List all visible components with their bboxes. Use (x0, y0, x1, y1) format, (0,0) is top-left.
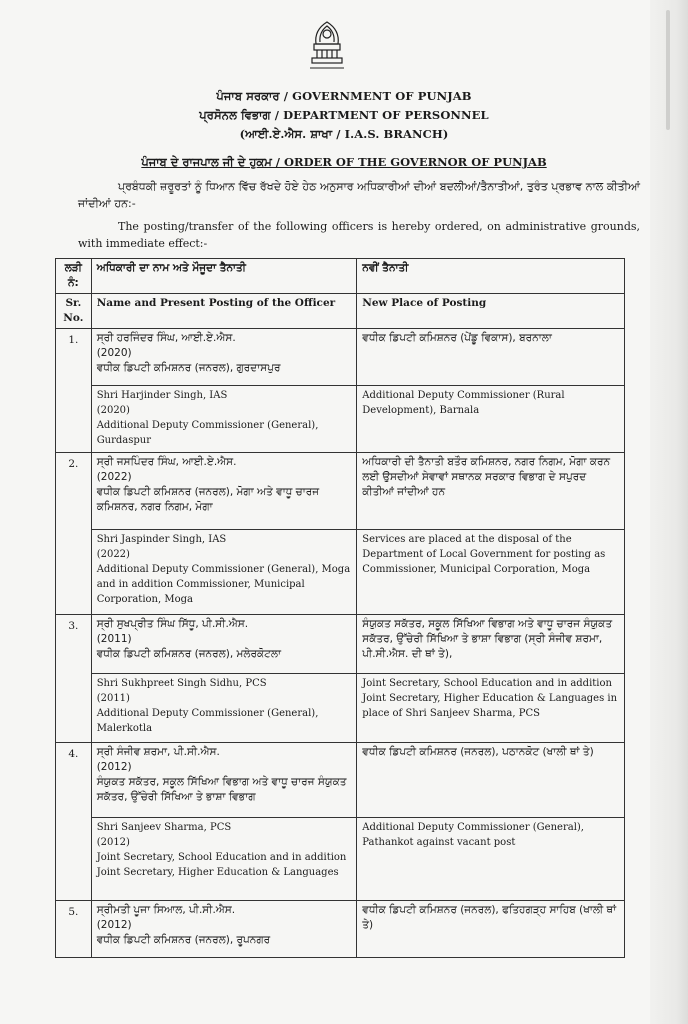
table-row (56, 818, 625, 901)
new-posting-en: Services are placed at the disposal of the Department of Local Government for posting as Commissioner, Municipal Corporation, Moga (357, 530, 625, 615)
order-title: ਪੰਜਾਬ ਦੇ ਰਾਜਪਾਲ ਜੀ ਦੇ ਹੁਕਮ / ORDER OF THE GOVERNOR OF PUNJAB (141, 155, 547, 169)
officer-name-en: Shri Jaspinder Singh, IAS (96, 534, 227, 545)
officer-batch-pa: (2012) (96, 919, 132, 931)
new-posting-en: Joint Secretary, School Education and in addition Joint Secretary, Higher Education & Languages in place of Shri Sanjeev Sharma, PCS (357, 674, 625, 743)
officer-posting-en: Additional Deputy Commissioner (General), Malerkotla (96, 708, 319, 734)
officer-name-pa: ਸ੍ਰੀ ਸੁਖਪ੍ਰੀਤ ਸਿੰਘ ਸਿੱਧੂ, ਪੀ.ਸੀ.ਐਸ. (96, 618, 249, 630)
officer-punjabi (91, 329, 357, 386)
officer-posting-en: Additional Deputy Commissioner (General), Moga and in addition Commissioner, Municipal Corporation, Moga (96, 564, 351, 605)
intro-english: The posting/transfer of the following officers is hereby ordered, on administrative grounds, with immediate effect:- (78, 220, 640, 250)
officer-punjabi (91, 901, 357, 958)
officer-english (91, 818, 357, 901)
officer-batch-en: (2020) (96, 405, 130, 416)
header-branch: (ਆਈ.ਏ.ਐਸ. ਸ਼ਾਖਾ / I.A.S. BRANCH) (239, 127, 449, 141)
header-sr-en: Sr. No. (56, 294, 92, 329)
table-row (56, 674, 625, 743)
officer-name-en: Shri Sanjeev Sharma, PCS (96, 822, 232, 833)
sr-no: 3. (56, 615, 92, 743)
header-new-posting-en: New Place of Posting (357, 294, 625, 329)
header-officer-en: Name and Present Posting of the Officer (91, 294, 357, 329)
table-row (56, 901, 625, 958)
table-row (56, 453, 625, 530)
page-edge-shadow (650, 0, 688, 1024)
intro-punjabi: ਪ੍ਰਬੰਧਕੀ ਜ਼ਰੂਰਤਾਂ ਨੂੰ ਧਿਆਨ ਵਿੱਚ ਰੱਖਦੇ ਹੋਏ ਹੇਠ ਅਨੁਸਾਰ ਅਧਿਕਾਰੀਆਂ ਦੀਆਂ ਬਦਲੀਆਂ/ਤੈਨਾਤੀਆਂ, ਤੁਰੰਤ ਪ੍ਰਭਾਵ ਨਾਲ ਕੀਤੀਆਂ ਜਾਂਦੀਆਂ ਹਨ:- (78, 180, 640, 210)
officer-english (91, 674, 357, 743)
officer-english (91, 530, 357, 615)
officer-batch-en: (2011) (96, 693, 130, 704)
sr-no: 4. (56, 743, 92, 901)
new-posting-pa: ਸੰਯੁਕਤ ਸਕੱਤਰ, ਸਕੂਲ ਸਿੱਖਿਆ ਵਿਭਾਗ ਅਤੇ ਵਾਧੂ ਚਾਰਜ ਸੰਯੁਕਤ ਸਕੱਤਰ, ਉੱਚੇਰੀ ਸਿੱਖਿਆ ਤੇ ਭਾਸ਼ਾ ਵਿਭਾਗ (ਸ੍ਰੀ ਸੰਜੀਵ ਸ਼ਰਮਾ, ਪੀ.ਸੀ.ਐਸ. ਦੀ ਥਾਂ ਤੇ), (357, 615, 625, 674)
table-header-punjabi (56, 259, 625, 294)
sr-no: 2. (56, 453, 92, 615)
scroll-indicator (666, 10, 670, 130)
officer-batch-pa: (2011) (96, 633, 132, 645)
officer-punjabi (91, 743, 357, 818)
officer-name-pa: ਸ੍ਰੀ ਸੰਜੀਵ ਸ਼ਰਮਾ, ਪੀ.ਸੀ.ਐਸ. (96, 746, 220, 758)
officer-batch-en: (2012) (96, 837, 130, 848)
officer-name-pa: ਸ੍ਰੀ ਹਰਜਿੰਦਰ ਸਿੰਘ, ਆਈ.ਏ.ਐਸ. (96, 332, 236, 344)
officer-name-en: Shri Harjinder Singh, IAS (96, 390, 228, 401)
officer-batch-pa: (2020) (96, 347, 132, 359)
header-government: ਪੰਜਾਬ ਸਰਕਾਰ / GOVERNMENT OF PUNJAB (216, 89, 472, 103)
officer-english (91, 386, 357, 453)
table-row (56, 386, 625, 453)
header-new-posting-pa: ਨਵੀਂ ਤੈਨਾਤੀ (357, 259, 625, 294)
table-row (56, 530, 625, 615)
postings-table (55, 258, 625, 958)
new-posting-en: Additional Deputy Commissioner (Rural Development), Barnala (357, 386, 625, 453)
header-department: ਪ੍ਰਸੋਨਲ ਵਿਭਾਗ / DEPARTMENT OF PERSONNEL (199, 108, 489, 122)
table-row (56, 615, 625, 674)
officer-name-pa: ਸ੍ਰੀਮਤੀ ਪੂਜਾ ਸਿਆਲ, ਪੀ.ਸੀ.ਐਸ. (96, 904, 236, 916)
officer-posting-pa: ਵਧੀਕ ਡਿਪਟੀ ਕਮਿਸ਼ਨਰ (ਜਨਰਲ), ਗੁਰਦਾਸਪੁਰ (96, 362, 281, 374)
officer-batch-en: (2022) (96, 549, 130, 560)
officer-posting-pa: ਵਧੀਕ ਡਿਪਟੀ ਕਮਿਸ਼ਨਰ (ਜਨਰਲ), ਰੂਪਨਗਰ (96, 934, 271, 946)
table-header-english (56, 294, 625, 329)
new-posting-pa: ਵਧੀਕ ਡਿਪਟੀ ਕਮਿਸ਼ਨਰ (ਪੇਂਡੂ ਵਿਕਾਸ), ਬਰਨਾਲਾ (357, 329, 625, 386)
new-posting-en: Additional Deputy Commissioner (General), Pathankot against vacant post (357, 818, 625, 901)
officer-name-en: Shri Sukhpreet Singh Sidhu, PCS (96, 678, 267, 689)
officer-punjabi (91, 453, 357, 530)
officer-posting-en: Additional Deputy Commissioner (General), Gurdaspur (96, 420, 319, 446)
header-sr-pa: ਲੜੀ ਨੰ: (56, 259, 92, 294)
sr-no: 5. (56, 901, 92, 958)
officer-batch-pa: (2012) (96, 761, 132, 773)
officer-posting-pa: ਵਧੀਕ ਡਿਪਟੀ ਕਮਿਸ਼ਨਰ (ਜਨਰਲ), ਮੋਗਾ ਅਤੇ ਵਾਧੂ ਚਾਰਜ ਕਮਿਸ਼ਨਰ, ਨਗਰ ਨਿਗਮ, ਮੋਗਾ (96, 486, 320, 513)
state-emblem-icon (302, 14, 352, 74)
officer-posting-pa: ਸੰਯੁਕਤ ਸਕੱਤਰ, ਸਕੂਲ ਸਿੱਖਿਆ ਵਿਭਾਗ ਅਤੇ ਵਾਧੂ ਚਾਰਜ ਸੰਯੁਕਤ ਸਕੱਤਰ, ਉੱਚੇਰੀ ਸਿੱਖਿਆ ਤੇ ਭਾਸ਼ਾ ਵਿਭਾਗ (96, 776, 347, 803)
new-posting-pa: ਵਧੀਕ ਡਿਪਟੀ ਕਮਿਸ਼ਨਰ (ਜਨਰਲ), ਫਤਿਹਗੜ੍ਹ ਸਾਹਿਬ (ਖਾਲੀ ਥਾਂ ਤੇ) (357, 901, 625, 958)
new-posting-pa: ਅਧਿਕਾਰੀ ਦੀ ਤੈਨਾਤੀ ਬਤੌਰ ਕਮਿਸ਼ਨਰ, ਨਗਰ ਨਿਗਮ, ਮੋਗਾ ਕਰਨ ਲਈ ਉਸਦੀਆਂ ਸੇਵਾਵਾਂ ਸਥਾਨਕ ਸਰਕਾਰ ਵਿਭਾਗ ਦੇ ਸਪੁਰਦ ਕੀਤੀਆਂ ਜਾਂਦੀਆਂ ਹਨ (357, 453, 625, 530)
officer-posting-en: Joint Secretary, School Education and in addition Joint Secretary, Higher Education & Languages (96, 852, 347, 878)
officer-posting-pa: ਵਧੀਕ ਡਿਪਟੀ ਕਮਿਸ਼ਨਰ (ਜਨਰਲ), ਮਲੇਰਕੋਟਲਾ (96, 648, 281, 660)
sr-no: 1. (56, 329, 92, 453)
table-row (56, 329, 625, 386)
officer-name-pa: ਸ੍ਰੀ ਜਸਪਿੰਦਰ ਸਿੰਘ, ਆਈ.ਏ.ਐਸ. (96, 456, 237, 468)
new-posting-pa: ਵਧੀਕ ਡਿਪਟੀ ਕਮਿਸ਼ਨਰ (ਜਨਰਲ), ਪਠਾਨਕੋਟ (ਖਾਲੀ ਥਾਂ ਤੇ) (357, 743, 625, 818)
header-officer-pa: ਅਧਿਕਾਰੀ ਦਾ ਨਾਮ ਅਤੇ ਮੌਜੂਦਾ ਤੈਨਾਤੀ (91, 259, 357, 294)
officer-punjabi (91, 615, 357, 674)
officer-batch-pa: (2022) (96, 471, 132, 483)
table-row (56, 743, 625, 818)
